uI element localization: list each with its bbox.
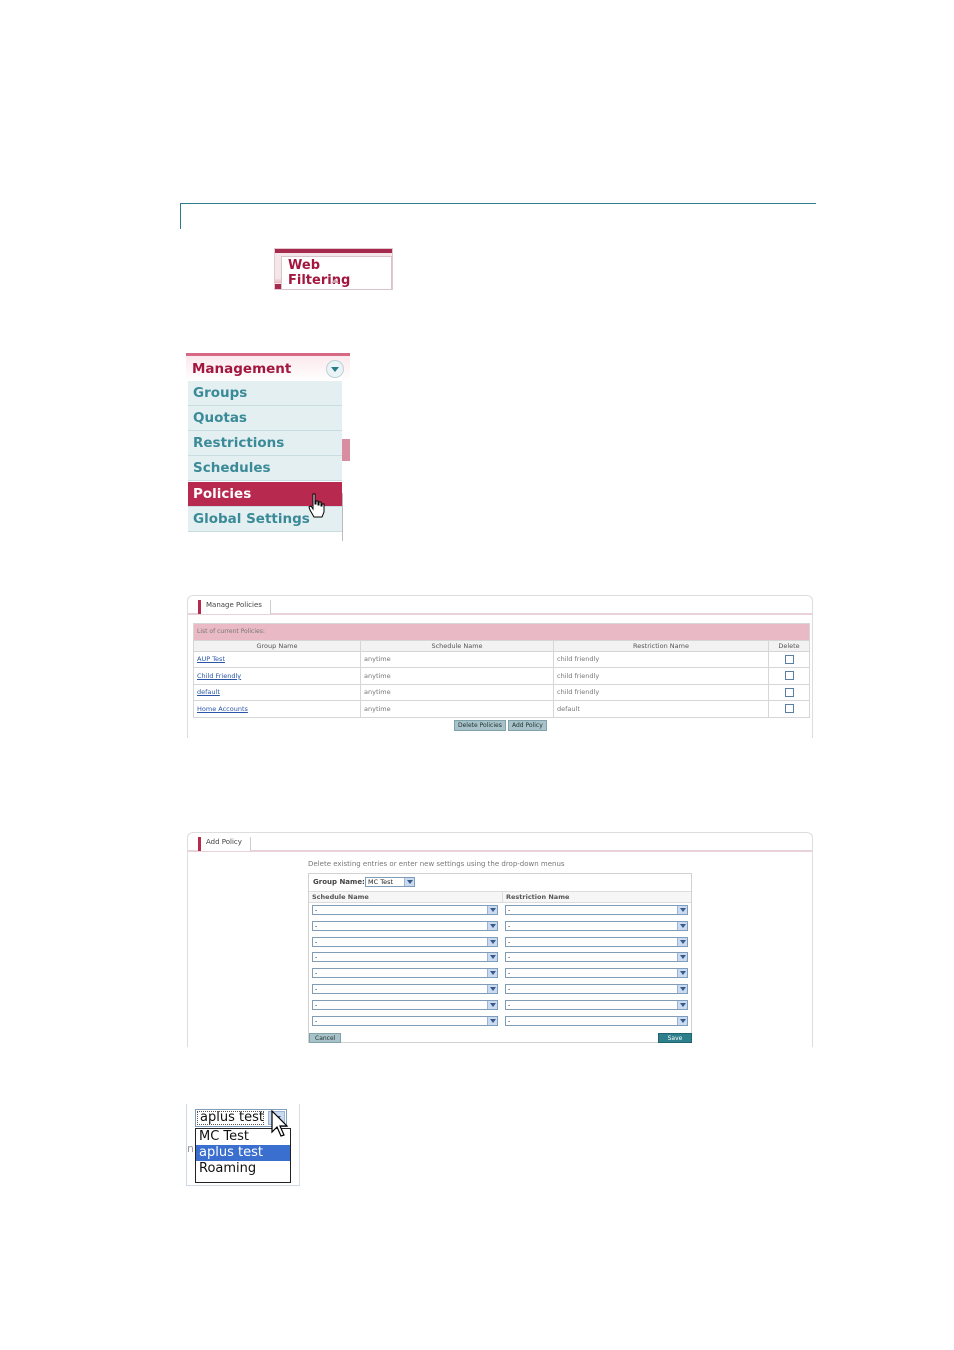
chevron-down-icon — [677, 1017, 687, 1025]
restriction-select-value: - — [508, 953, 511, 962]
restriction-select[interactable] — [505, 937, 688, 947]
schedule-select[interactable] — [312, 1000, 498, 1010]
arrow-cursor-icon — [271, 1110, 289, 1140]
schedule-select-value: - — [315, 1000, 318, 1009]
group-link[interactable]: Child Friendly — [194, 668, 361, 685]
group-link[interactable]: default — [194, 684, 361, 701]
web-filtering-label: Web Filtering — [281, 256, 392, 290]
restriction-cell: child friendly — [554, 668, 769, 685]
restriction-select[interactable] — [505, 984, 688, 994]
delete-cell — [769, 701, 810, 718]
restriction-select-value: - — [508, 1000, 511, 1009]
management-menu-title: Management — [192, 361, 292, 377]
column-header-restriction: Restriction Name — [554, 640, 769, 651]
table-row — [194, 701, 810, 718]
chevron-down-icon — [487, 953, 497, 961]
restriction-cell: child friendly — [554, 684, 769, 701]
restriction-select-value: - — [508, 906, 511, 914]
delete-checkbox[interactable] — [785, 704, 794, 713]
schedule-cell: anytime — [361, 684, 554, 701]
option-aplus-test[interactable]: aplus test — [196, 1145, 290, 1161]
schedule-select[interactable] — [312, 921, 498, 931]
chevron-down-icon — [677, 1001, 687, 1009]
management-menu — [186, 353, 350, 541]
schedule-select-value: - — [315, 953, 318, 962]
caret-up-icon — [331, 279, 339, 283]
chevron-down-icon — [487, 969, 497, 977]
delete-checkbox[interactable] — [785, 671, 794, 680]
manage-policies-tab[interactable]: Manage Policies — [198, 600, 271, 614]
restriction-select-value: - — [508, 969, 511, 978]
restriction-select[interactable] — [505, 905, 688, 915]
add-policy-button[interactable]: Add Policy — [508, 720, 547, 731]
schedule-select-value: - — [315, 906, 318, 914]
management-menu-header[interactable] — [186, 353, 350, 381]
policies-table — [193, 623, 810, 718]
add-policy-tab[interactable]: Add Policy — [198, 837, 251, 851]
restriction-select[interactable] — [505, 952, 688, 962]
chevron-down-icon — [677, 906, 687, 914]
menu-item-schedules[interactable]: Schedules — [188, 456, 342, 481]
schedule-name-header: Schedule Name — [309, 891, 502, 903]
focus-ring — [197, 1111, 264, 1125]
schedule-select[interactable] — [312, 984, 498, 994]
background-fragment — [342, 439, 350, 461]
chevron-down-icon — [677, 938, 687, 946]
delete-cell — [769, 684, 810, 701]
table-row — [194, 684, 810, 701]
chevron-down-icon — [677, 969, 687, 977]
menu-item-global-settings[interactable]: Global Settings — [188, 507, 342, 532]
menu-item-groups[interactable]: Groups — [188, 381, 342, 406]
group-name-label: Group Name: — [313, 878, 365, 886]
delete-cell — [769, 668, 810, 685]
group-link[interactable]: Home Accounts — [194, 701, 361, 718]
restriction-select-value: - — [508, 1016, 511, 1025]
schedule-select-value: - — [315, 985, 318, 993]
chevron-down-icon — [487, 1017, 497, 1025]
cancel-button[interactable]: Cancel — [309, 1033, 341, 1043]
manage-policies-panel — [187, 595, 813, 738]
schedule-select[interactable] — [312, 968, 498, 978]
schedule-select-value: - — [315, 969, 318, 978]
option-roaming[interactable]: Roaming — [199, 1161, 257, 1176]
add-policy-form — [308, 873, 692, 1043]
column-header-delete: Delete — [769, 640, 810, 651]
schedule-select[interactable] — [312, 937, 498, 947]
background-fragment — [342, 493, 350, 541]
chevron-down-icon — [677, 953, 687, 961]
restriction-select[interactable] — [505, 968, 688, 978]
delete-policies-button[interactable]: Delete Policies — [454, 720, 506, 731]
group-name-select[interactable] — [365, 877, 415, 887]
chevron-down-icon — [677, 922, 687, 930]
schedule-select[interactable] — [312, 952, 498, 962]
save-button[interactable]: Save — [658, 1033, 692, 1043]
group-link[interactable]: AUP Test — [194, 651, 361, 668]
group-dropdown-zoom — [186, 1104, 300, 1186]
group-select-value: aplus test — [200, 1110, 264, 1125]
schedule-select[interactable] — [312, 1016, 498, 1026]
table-row — [194, 668, 810, 685]
add-policy-panel — [187, 832, 813, 1047]
menu-item-policies[interactable]: Policies — [188, 482, 342, 507]
restriction-select-value: - — [508, 937, 511, 946]
schedule-select-value: - — [315, 921, 318, 930]
restriction-cell: default — [554, 701, 769, 718]
restriction-select[interactable] — [505, 1016, 688, 1026]
schedule-select[interactable] — [312, 905, 498, 915]
header-rule — [180, 203, 816, 204]
chevron-down-icon — [487, 938, 497, 946]
group-name-value: MC Test — [368, 878, 394, 886]
restriction-select-value: - — [508, 985, 511, 993]
restriction-select-value: - — [508, 921, 511, 930]
schedule-select-value: - — [315, 937, 318, 946]
chevron-down-icon[interactable] — [326, 360, 344, 378]
chevron-down-icon — [487, 906, 497, 914]
panel-header-rule — [188, 850, 812, 852]
chevron-down-icon — [487, 985, 497, 993]
table-caption: List of current Policies: — [194, 624, 810, 641]
web-filtering-tab[interactable] — [274, 248, 393, 290]
delete-checkbox[interactable] — [785, 655, 794, 664]
schedule-cell: anytime — [361, 701, 554, 718]
schedule-cell: anytime — [361, 668, 554, 685]
schedule-select-value: - — [315, 1016, 318, 1025]
restriction-select[interactable] — [505, 921, 688, 931]
restriction-name-header: Restriction Name — [502, 891, 691, 903]
schedule-cell: anytime — [361, 651, 554, 668]
table-row — [194, 651, 810, 668]
tab-top-bar — [275, 249, 392, 253]
delete-cell — [769, 651, 810, 668]
panel-header-rule — [188, 613, 812, 615]
chevron-down-icon — [487, 1001, 497, 1009]
hand-cursor-icon — [307, 493, 329, 519]
menu-item-quotas[interactable]: Quotas — [188, 406, 342, 431]
chevron-down-icon — [487, 922, 497, 930]
restriction-cell: child friendly — [554, 651, 769, 668]
option-mc-test[interactable]: MC Test — [199, 1129, 250, 1144]
chevron-down-icon — [677, 985, 687, 993]
background-fragment: n — [187, 1142, 194, 1155]
instructions-text: Delete existing entries or enter new settings using the drop-down menus — [308, 860, 565, 868]
menu-item-restrictions[interactable]: Restrictions — [188, 431, 342, 456]
delete-checkbox[interactable] — [785, 688, 794, 697]
restriction-select[interactable] — [505, 1000, 688, 1010]
column-header-schedule: Schedule Name — [361, 640, 554, 651]
chevron-down-icon — [404, 878, 414, 886]
column-header-group: Group Name — [194, 640, 361, 651]
header-rule-edge — [180, 203, 181, 229]
